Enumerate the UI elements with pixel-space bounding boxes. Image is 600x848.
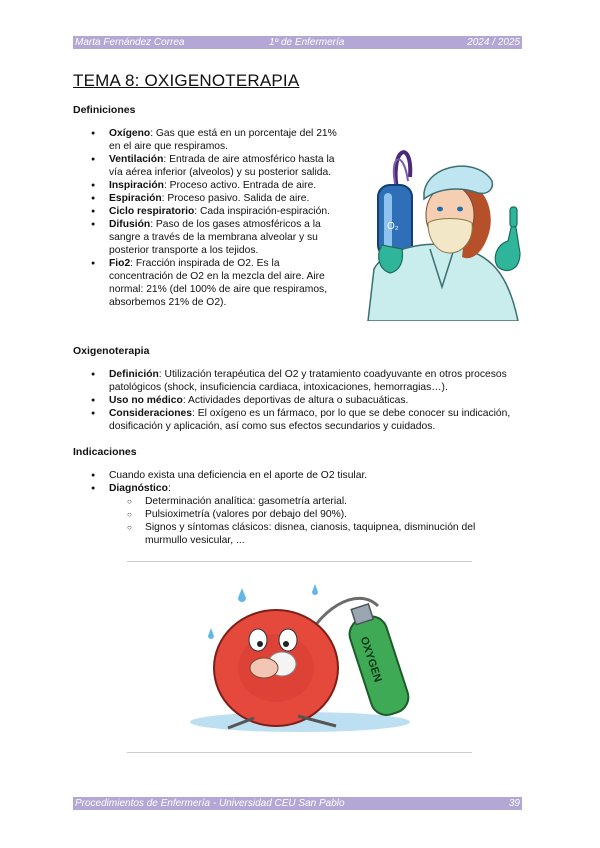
page-number: 39 xyxy=(508,798,520,809)
list-item: ● Uso no médico: Actividades deportivas de altura o subacuáticas. xyxy=(91,394,531,407)
page-header xyxy=(73,36,522,49)
sub-list-item: ○ Signos y síntomas clásicos: disnea, cianosis, taquipnea, disminución del murmullo vesicular, ... xyxy=(127,521,511,547)
blood-cell-oxygen-cartoon xyxy=(188,576,426,736)
list-item: ● Diagnóstico: ○ Determinación analítica: gasometría arterial. ○ Pulsioximetría (valores por debajo del 90%). ○ Signos y síntomas clásicos: disnea, cianosis, taquipnea, disminución del murmullo vesicular, ... xyxy=(91,482,511,547)
divider-bottom xyxy=(127,752,472,753)
list-item: ● Oxígeno: Gas que está en un porcentaje del 21% en el aire que respiramos. xyxy=(91,127,346,153)
header-author: Marta Fernández Correa xyxy=(75,37,185,48)
list-item: ● Cuando exista una deficiencia en el aporte de O2 tisular. xyxy=(91,469,511,482)
sub-list-item: ○ Determinación analítica: gasometría arterial. xyxy=(127,495,511,508)
list-item: ● Consideraciones: El oxígeno es un fármaco, por lo que se debe conocer su indicación, dosificación y aplicación, así como sus efectos secundarios y cuidados. xyxy=(91,407,531,433)
nurse-illustration xyxy=(358,137,526,321)
list-item: ● Fio2: Fracción inspirada de O2. Es la concentración de O2 en la mezcla del aire. Aire normal: 21% (del 100% de aire que respiramos, absorbemos 21% de O2). xyxy=(91,257,346,309)
header-course: 1º de Enfermería xyxy=(269,37,345,48)
page-footer xyxy=(73,797,522,810)
list-item: ● Ciclo respiratorio: Cada inspiración-espiración. xyxy=(91,205,346,218)
list-item: ● Espiración: Proceso pasivo. Salida de aire. xyxy=(91,192,346,205)
sub-list-item: ○ Pulsioximetría (valores por debajo del 90%). xyxy=(127,508,511,521)
oxigenoterapia-list xyxy=(91,368,531,433)
list-item: ● Inspiración: Proceso activo. Entrada de aire. xyxy=(91,179,346,192)
divider-top xyxy=(127,561,472,562)
list-item: ● Difusión: Paso de los gases atmosféricos a la sangre a través de la membrana alveolar y su posterior transporte a los tejidos. xyxy=(91,218,346,257)
tank-label: OXYGEN xyxy=(357,635,384,684)
section-heading-oxigenoterapia: Oxigenoterapia xyxy=(73,345,150,357)
page-title: TEMA 8: OXIGENOTERAPIA xyxy=(73,71,300,90)
definiciones-list xyxy=(91,127,346,309)
section-heading-definiciones: Definiciones xyxy=(73,104,136,116)
diagnostico-sublist xyxy=(109,495,511,547)
list-item: ● Definición: Utilización terapéutica del O2 y tratamiento coadyuvante en otros procesos patológicos (shock, insuficiencia cardiaca, intoxicaciones, hemorragias…). xyxy=(91,368,531,394)
bottle-label: O₂ xyxy=(387,221,399,232)
section-heading-indicaciones: Indicaciones xyxy=(73,446,137,458)
indicaciones-list xyxy=(91,469,511,547)
list-item: ● Ventilación: Entrada de aire atmosférico hasta la vía aérea inferior (alveolos) y su posterior salida. xyxy=(91,153,346,179)
header-year: 2024 / 2025 xyxy=(467,37,520,48)
footer-text: Procedimientos de Enfermería - Universidad CEU San Pablo xyxy=(75,798,345,809)
